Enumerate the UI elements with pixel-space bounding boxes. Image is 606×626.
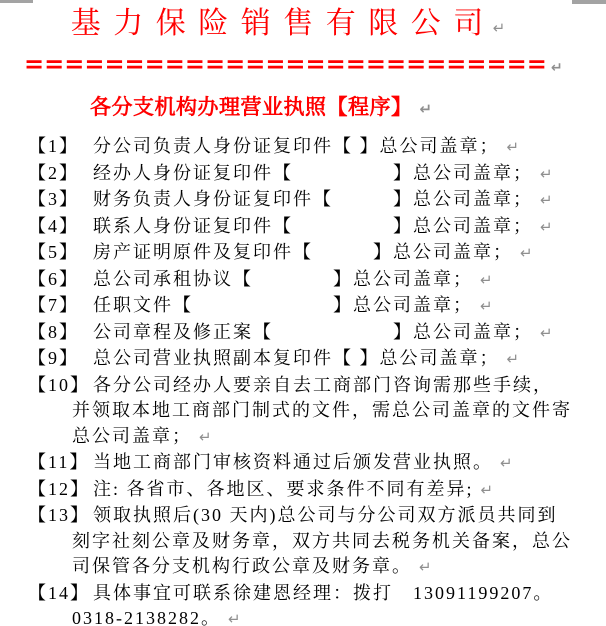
paragraph-mark-icon: ↵ <box>480 480 494 499</box>
item-line <box>28 214 606 241</box>
paragraph-mark-icon: ↵ <box>520 244 533 262</box>
item-line <box>28 503 606 529</box>
list-item-10 <box>0 373 606 451</box>
item-line <box>28 293 606 320</box>
paragraph-mark-icon: ↵ <box>540 217 553 236</box>
paragraph-mark-icon: ↵ <box>492 19 506 37</box>
text-boundary-mark-left <box>0 0 33 3</box>
item-text: 经办人身份证复印件【 】总公司盖章； <box>93 162 533 183</box>
item-number: 【14】 <box>28 582 90 603</box>
title-divider-text: ========================== <box>24 50 547 78</box>
item-number: 【13】 <box>28 505 90 525</box>
item-line <box>72 554 606 581</box>
list-item-14 <box>0 581 606 626</box>
item-number: 【3】 <box>28 189 79 209</box>
item-text: 当地工商部门审核资料通过后颁发营业执照。 <box>93 452 493 472</box>
paragraph-mark-icon: ↵ <box>540 323 553 342</box>
item-line <box>28 581 606 607</box>
paragraph-mark-icon: ↵ <box>419 558 432 576</box>
item-line <box>72 529 606 555</box>
title-divider <box>0 52 606 80</box>
list-item-7 <box>0 293 606 320</box>
paragraph-mark-icon: ↵ <box>480 270 493 289</box>
list-item-12 <box>0 477 606 504</box>
list-item-1 <box>0 134 606 161</box>
item-line <box>28 161 606 188</box>
item-number: 【12】 <box>28 478 90 499</box>
paragraph-mark-icon: ↵ <box>506 138 520 156</box>
item-text: 并领取本地工商部门制式的文件，需总公司盖章的文件寄 <box>72 400 572 420</box>
item-text: 联系人身份证复印件【 】总公司盖章； <box>93 215 533 236</box>
item-text: 公司章程及修正案【 】总公司盖章； <box>93 321 533 342</box>
item-text: 注: 各省市、各地区、要求条件不同有差异; <box>93 478 474 499</box>
item-line <box>28 477 606 504</box>
paragraph-mark-icon: ↵ <box>540 164 553 183</box>
paragraph-mark-icon: ↵ <box>480 297 493 315</box>
list-item-6 <box>0 267 606 294</box>
paragraph-mark-icon: ↵ <box>228 610 241 626</box>
item-line <box>28 450 606 477</box>
item-text: 司保管各分支机构行政公章及财务章。 <box>72 556 412 576</box>
item-text: 具体事宜可联系徐建恩经理：拨打 13091199207。 <box>93 582 554 603</box>
list-item-9 <box>0 346 606 373</box>
item-text: 总公司承租协议【 】总公司盖章； <box>93 268 473 289</box>
text-boundary-mark-right <box>572 0 606 4</box>
item-number: 【10】 <box>28 374 90 395</box>
item-text: 0318-2138282。 <box>72 608 221 626</box>
item-number: 【9】 <box>28 348 79 368</box>
list-item-2 <box>0 161 606 188</box>
doc-subtitle-text: 各分支机构办理营业执照【程序】 <box>89 95 413 119</box>
item-line <box>72 606 606 626</box>
paragraph-mark-icon: ↵ <box>199 427 212 446</box>
item-text: 分公司负责人身份证复印件【 】总公司盖章； <box>93 136 500 156</box>
list-item-3 <box>0 187 606 214</box>
item-line <box>28 267 606 294</box>
procedure-list <box>0 134 606 626</box>
paragraph-mark-icon: ↵ <box>500 454 513 472</box>
item-text: 领取执照后(30 天内)总公司与分公司双方派员共同到 <box>93 505 558 525</box>
item-line <box>28 373 606 399</box>
item-number: 【6】 <box>28 268 79 289</box>
item-line <box>28 134 606 161</box>
item-text: 总公司营业执照副本复印件【 】总公司盖章； <box>93 348 500 368</box>
paragraph-mark-icon: ↵ <box>506 350 520 368</box>
item-number: 【11】 <box>28 452 90 472</box>
paragraph-mark-icon: ↵ <box>419 100 433 118</box>
item-number: 【4】 <box>28 215 79 236</box>
paragraph-mark-icon: ↵ <box>540 191 553 209</box>
item-line <box>28 346 606 373</box>
doc-subtitle <box>0 94 522 123</box>
list-item-8 <box>0 320 606 347</box>
item-text: 刻字社刻公章及财务章，双方共同去税务机关备案，总公 <box>72 530 572 551</box>
item-text: 房产证明原件及复印件【 】总公司盖章； <box>93 242 513 262</box>
item-number: 【2】 <box>28 162 79 183</box>
item-number: 【8】 <box>28 321 79 342</box>
list-item-4 <box>0 214 606 241</box>
item-line <box>28 187 606 214</box>
item-text: 各分公司经办人要亲自去工商部门咨询需那些手续， <box>93 374 553 395</box>
list-item-11 <box>0 450 606 477</box>
item-text: 任职文件【 】总公司盖章； <box>93 295 473 315</box>
item-number: 【7】 <box>28 295 79 315</box>
item-text: 财务负责人身份证复印件【 】总公司盖章； <box>93 189 533 209</box>
item-line <box>72 398 606 424</box>
page-title-text: 基 力 保 险 销 售 有 限 公 司 <box>70 7 486 40</box>
item-line <box>28 320 606 347</box>
item-line <box>72 424 606 451</box>
item-number: 【1】 <box>28 136 79 156</box>
item-line <box>28 240 606 267</box>
paragraph-mark-icon: ↵ <box>550 60 563 76</box>
item-text: 总公司盖章； <box>72 425 192 446</box>
item-number: 【5】 <box>28 242 79 262</box>
list-item-5 <box>0 240 606 267</box>
page-title <box>0 6 576 46</box>
list-item-13 <box>0 503 606 581</box>
